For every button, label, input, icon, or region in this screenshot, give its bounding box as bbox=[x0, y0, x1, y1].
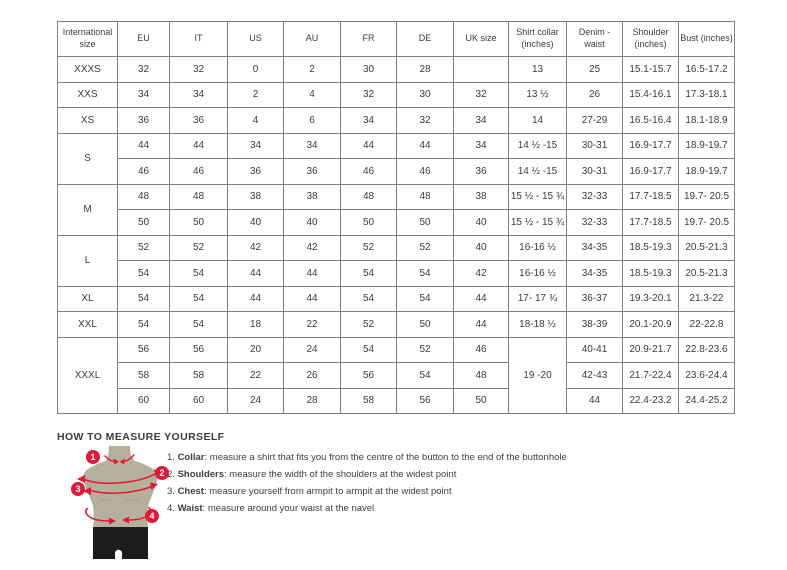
column-header-7: UK size bbox=[454, 22, 509, 57]
table-cell: 15 ½ - 15 ¾ bbox=[509, 210, 567, 236]
table-cell: 34-35 bbox=[567, 235, 623, 261]
table-cell: 54 bbox=[397, 261, 454, 287]
table-cell: 18.9-19.7 bbox=[679, 133, 735, 159]
table-cell: 60 bbox=[170, 388, 228, 414]
table-cell: 48 bbox=[341, 184, 397, 210]
measure-point-3-badge bbox=[71, 482, 85, 496]
table-cell: 15 ½ - 15 ¾ bbox=[509, 184, 567, 210]
table-cell: 42 bbox=[454, 261, 509, 287]
instruction-chest bbox=[167, 483, 567, 500]
table-cell: 44 bbox=[341, 133, 397, 159]
table-cell: 19.3-20.1 bbox=[623, 286, 679, 312]
table-cell: 32 bbox=[170, 57, 228, 83]
table-cell: 54 bbox=[341, 286, 397, 312]
table-cell: 54 bbox=[397, 286, 454, 312]
table-cell: XXXL bbox=[58, 337, 118, 414]
instruction-number: 1. bbox=[167, 452, 178, 463]
table-cell: 46 bbox=[397, 159, 454, 185]
table-cell: 44 bbox=[567, 388, 623, 414]
table-cell: 22 bbox=[228, 363, 284, 389]
table-cell: 56 bbox=[397, 388, 454, 414]
table-cell: 30-31 bbox=[567, 159, 623, 185]
table-cell: 54 bbox=[170, 261, 228, 287]
table-cell: 2 bbox=[228, 82, 284, 108]
table-cell: 21.7-22.4 bbox=[623, 363, 679, 389]
table-cell: 54 bbox=[118, 312, 170, 338]
how-to-measure-heading: HOW TO MEASURE YOURSELF bbox=[57, 431, 225, 443]
table-cell: 44 bbox=[454, 312, 509, 338]
size-chart-body bbox=[58, 57, 735, 414]
table-cell: L bbox=[58, 235, 118, 286]
instruction-shoulders bbox=[167, 466, 567, 483]
mannequin-shorts bbox=[93, 527, 148, 559]
size-chart-table bbox=[57, 21, 735, 414]
table-cell: 36 bbox=[454, 159, 509, 185]
table-cell: 54 bbox=[397, 363, 454, 389]
table-cell: 34 bbox=[284, 133, 341, 159]
table-row bbox=[58, 108, 735, 134]
table-cell: 14 bbox=[509, 108, 567, 134]
column-header-2: IT bbox=[170, 22, 228, 57]
table-cell: 32 bbox=[397, 108, 454, 134]
table-cell: 52 bbox=[341, 312, 397, 338]
table-cell: 14 ½ -15 bbox=[509, 133, 567, 159]
column-header-10: Shoulder (inches) bbox=[623, 22, 679, 57]
instruction-text: : measure the width of the shoulders at the widest point bbox=[224, 469, 457, 480]
table-cell: 50 bbox=[341, 210, 397, 236]
table-cell: 17.7-18.5 bbox=[623, 210, 679, 236]
table-cell: 38-39 bbox=[567, 312, 623, 338]
table-cell: 25 bbox=[567, 57, 623, 83]
table-cell: 28 bbox=[397, 57, 454, 83]
table-cell: 16-16 ½ bbox=[509, 235, 567, 261]
table-cell: 40 bbox=[454, 235, 509, 261]
table-cell: 18 bbox=[228, 312, 284, 338]
table-cell: 30 bbox=[341, 57, 397, 83]
table-cell: 13 ½ bbox=[509, 82, 567, 108]
instruction-collar bbox=[167, 449, 567, 466]
instruction-waist bbox=[167, 500, 567, 517]
table-cell: 54 bbox=[118, 261, 170, 287]
table-cell: 16-16 ½ bbox=[509, 261, 567, 287]
measure-point-4-badge bbox=[145, 509, 159, 523]
table-cell: 16.9-17.7 bbox=[623, 133, 679, 159]
column-header-1: EU bbox=[118, 22, 170, 57]
table-cell: 16.5-17.2 bbox=[679, 57, 735, 83]
table-cell: 50 bbox=[118, 210, 170, 236]
table-cell: 24 bbox=[228, 388, 284, 414]
table-cell: 38 bbox=[284, 184, 341, 210]
table-row bbox=[58, 261, 735, 287]
column-header-6: DE bbox=[397, 22, 454, 57]
table-cell: 44 bbox=[284, 261, 341, 287]
table-cell: 34 bbox=[454, 133, 509, 159]
table-cell: 34 bbox=[228, 133, 284, 159]
table-cell: 22-22.8 bbox=[679, 312, 735, 338]
table-cell: XS bbox=[58, 108, 118, 134]
table-cell: 46 bbox=[118, 159, 170, 185]
table-cell: 46 bbox=[170, 159, 228, 185]
size-chart-header bbox=[58, 22, 735, 57]
table-cell: 44 bbox=[454, 286, 509, 312]
column-header-4: AU bbox=[284, 22, 341, 57]
table-cell: 21.3-22 bbox=[679, 286, 735, 312]
table-cell: 44 bbox=[228, 261, 284, 287]
table-cell: 56 bbox=[170, 337, 228, 363]
table-cell: 36-37 bbox=[567, 286, 623, 312]
table-cell: 36 bbox=[118, 108, 170, 134]
table-cell: 32-33 bbox=[567, 184, 623, 210]
table-row bbox=[58, 312, 735, 338]
table-row bbox=[58, 363, 735, 389]
table-cell: 36 bbox=[228, 159, 284, 185]
table-cell: 26 bbox=[567, 82, 623, 108]
column-header-11: Bust (inches) bbox=[679, 22, 735, 57]
table-cell: 24 bbox=[284, 337, 341, 363]
table-cell: 40 bbox=[228, 210, 284, 236]
table-cell: 34 bbox=[118, 82, 170, 108]
table-cell: 26 bbox=[284, 363, 341, 389]
table-cell: 2 bbox=[284, 57, 341, 83]
badge-4-number: 4 bbox=[149, 511, 155, 522]
table-cell bbox=[454, 57, 509, 83]
instruction-term: Chest bbox=[177, 486, 204, 497]
table-cell: 20 bbox=[228, 337, 284, 363]
table-row bbox=[58, 133, 735, 159]
table-cell: 16.9-17.7 bbox=[623, 159, 679, 185]
instruction-term: Shoulders bbox=[177, 469, 225, 480]
table-cell: 18.1-18.9 bbox=[679, 108, 735, 134]
table-cell: 52 bbox=[397, 337, 454, 363]
column-header-5: FR bbox=[341, 22, 397, 57]
measure-point-1-badge bbox=[86, 450, 100, 464]
table-cell: 40 bbox=[454, 210, 509, 236]
table-cell: 18.9-19.7 bbox=[679, 159, 735, 185]
instruction-text: : measure around your waist at the navel bbox=[202, 503, 375, 514]
table-cell: 34-35 bbox=[567, 261, 623, 287]
table-cell: 54 bbox=[341, 261, 397, 287]
table-cell: 42-43 bbox=[567, 363, 623, 389]
table-cell: 19.7- 20.5 bbox=[679, 210, 735, 236]
table-cell: 46 bbox=[454, 337, 509, 363]
table-row bbox=[58, 82, 735, 108]
table-cell: 34 bbox=[341, 108, 397, 134]
instruction-term: Collar bbox=[177, 452, 205, 463]
table-cell: XXXS bbox=[58, 57, 118, 83]
table-cell: 32 bbox=[454, 82, 509, 108]
column-header-8: Shirt collar (inches) bbox=[509, 22, 567, 57]
table-cell: 50 bbox=[397, 312, 454, 338]
table-cell: 48 bbox=[397, 184, 454, 210]
table-cell: 54 bbox=[118, 286, 170, 312]
table-cell: 48 bbox=[170, 184, 228, 210]
table-cell: 44 bbox=[284, 286, 341, 312]
table-cell: 14 ½ -15 bbox=[509, 159, 567, 185]
table-row bbox=[58, 235, 735, 261]
instruction-text: : measure yourself from armpit to armpit at the widest point bbox=[203, 486, 452, 497]
table-cell: 58 bbox=[341, 388, 397, 414]
table-cell: 0 bbox=[228, 57, 284, 83]
table-cell: 30 bbox=[397, 82, 454, 108]
table-cell: 40 bbox=[284, 210, 341, 236]
table-cell: 32 bbox=[118, 57, 170, 83]
table-cell: 50 bbox=[170, 210, 228, 236]
table-cell: 42 bbox=[284, 235, 341, 261]
table-cell: 27-29 bbox=[567, 108, 623, 134]
table-cell: 15.4-16.1 bbox=[623, 82, 679, 108]
mannequin-illustration bbox=[62, 443, 177, 565]
table-cell: 44 bbox=[118, 133, 170, 159]
table-row bbox=[58, 184, 735, 210]
table-cell: 50 bbox=[397, 210, 454, 236]
table-cell: 15.1-15.7 bbox=[623, 57, 679, 83]
table-cell: 38 bbox=[228, 184, 284, 210]
table-cell: 23.6-24.4 bbox=[679, 363, 735, 389]
table-cell: XXL bbox=[58, 312, 118, 338]
table-cell: 58 bbox=[170, 363, 228, 389]
table-cell: XXS bbox=[58, 82, 118, 108]
measure-instructions-list bbox=[167, 449, 567, 517]
table-cell: 40-41 bbox=[567, 337, 623, 363]
table-cell: 4 bbox=[284, 82, 341, 108]
table-cell: 32 bbox=[341, 82, 397, 108]
table-cell: S bbox=[58, 133, 118, 184]
table-cell: 52 bbox=[170, 235, 228, 261]
badge-2-number: 2 bbox=[159, 468, 165, 479]
table-cell: 17- 17 ¾ bbox=[509, 286, 567, 312]
table-cell: M bbox=[58, 184, 118, 235]
table-cell: 24.4-25.2 bbox=[679, 388, 735, 414]
header-row bbox=[58, 22, 735, 57]
shoulder-arrow-left bbox=[77, 475, 85, 483]
table-cell: 46 bbox=[341, 159, 397, 185]
table-cell: 36 bbox=[284, 159, 341, 185]
instruction-term: Waist bbox=[177, 503, 203, 514]
table-cell: XL bbox=[58, 286, 118, 312]
table-cell: 34 bbox=[454, 108, 509, 134]
table-row bbox=[58, 210, 735, 236]
column-header-3: US bbox=[228, 22, 284, 57]
table-cell: 48 bbox=[118, 184, 170, 210]
table-cell: 19.7- 20.5 bbox=[679, 184, 735, 210]
table-cell: 30-31 bbox=[567, 133, 623, 159]
table-cell: 54 bbox=[170, 286, 228, 312]
table-cell: 58 bbox=[118, 363, 170, 389]
table-cell: 34 bbox=[170, 82, 228, 108]
table-cell: 52 bbox=[341, 235, 397, 261]
table-cell: 22 bbox=[284, 312, 341, 338]
table-cell: 6 bbox=[284, 108, 341, 134]
table-cell: 48 bbox=[454, 363, 509, 389]
table-row bbox=[58, 286, 735, 312]
table-cell: 17.7-18.5 bbox=[623, 184, 679, 210]
table-cell: 56 bbox=[118, 337, 170, 363]
table-cell: 42 bbox=[228, 235, 284, 261]
table-cell: 36 bbox=[170, 108, 228, 134]
table-cell: 50 bbox=[454, 388, 509, 414]
table-row bbox=[58, 57, 735, 83]
instruction-number: 4. bbox=[167, 503, 178, 514]
table-row bbox=[58, 337, 735, 363]
table-row bbox=[58, 388, 735, 414]
instruction-number: 2. bbox=[167, 469, 178, 480]
table-cell: 44 bbox=[228, 286, 284, 312]
table-cell: 52 bbox=[397, 235, 454, 261]
table-cell: 32-33 bbox=[567, 210, 623, 236]
column-header-0: International size bbox=[58, 22, 118, 57]
table-cell: 60 bbox=[118, 388, 170, 414]
table-cell: 54 bbox=[341, 337, 397, 363]
table-cell: 17.3-18.1 bbox=[679, 82, 735, 108]
instruction-number: 3. bbox=[167, 486, 178, 497]
table-cell: 16.5-16.4 bbox=[623, 108, 679, 134]
mannequin-figure bbox=[62, 443, 177, 565]
table-cell: 13 bbox=[509, 57, 567, 83]
table-cell: 38 bbox=[454, 184, 509, 210]
badge-1-number: 1 bbox=[90, 452, 96, 463]
table-cell: 44 bbox=[170, 133, 228, 159]
table-cell: 20.1-20.9 bbox=[623, 312, 679, 338]
table-cell: 44 bbox=[397, 133, 454, 159]
table-cell: 22.8-23.6 bbox=[679, 337, 735, 363]
table-cell: 20.9-21.7 bbox=[623, 337, 679, 363]
table-cell: 22.4-23.2 bbox=[623, 388, 679, 414]
table-cell: 20.5-21.3 bbox=[679, 235, 735, 261]
column-header-9: Denim - waist bbox=[567, 22, 623, 57]
table-cell: 18.5-19.3 bbox=[623, 235, 679, 261]
table-cell: 56 bbox=[341, 363, 397, 389]
table-cell: 18-18 ½ bbox=[509, 312, 567, 338]
table-cell: 20.5-21.3 bbox=[679, 261, 735, 287]
table-cell: 52 bbox=[118, 235, 170, 261]
table-cell: 28 bbox=[284, 388, 341, 414]
badge-3-number: 3 bbox=[75, 484, 81, 495]
table-cell: 4 bbox=[228, 108, 284, 134]
instruction-text: : measure a shirt that fits you from the centre of the button to the end of the buttonhole bbox=[204, 452, 567, 463]
table-row bbox=[58, 159, 735, 185]
table-cell: 54 bbox=[170, 312, 228, 338]
table-cell: 19 -20 bbox=[509, 337, 567, 414]
table-cell: 18.5-19.3 bbox=[623, 261, 679, 287]
